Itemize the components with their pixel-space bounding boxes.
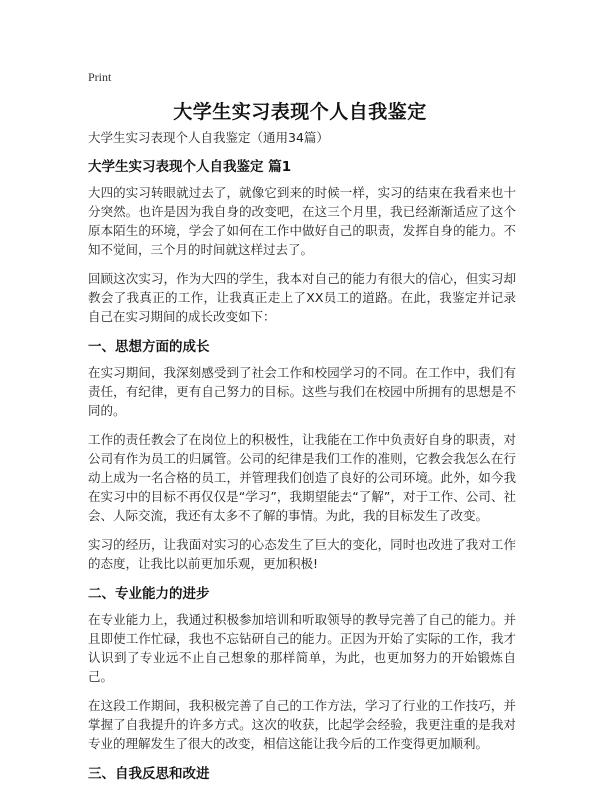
section-paragraph: 工作的责任教会了在岗位上的积极性，让我能在工作中负责好自身的职责，对公司有作为员工的归属管。公司的纪律是我们工作的准则，它教会我怎么在行动上成为一名合格的员工，并管理我们创造了良好的公司环境。此外，如今我在实习中的目标不再仅仅是“学习”，我期望能去“了解”，对于工作、公司、社会、人际交流，我还有太多不了解的事情。为此，我的目标发生了改变。 bbox=[88, 432, 516, 523]
section-paragraph: 在专业能力上，我通过积极参加培训和听取领导的教导完善了自己的能力。并且即使工作忙碌，我也不忘钻研自己的能力。正因为开始了实际的工作，我才认识到了专业远不止自己想象的那样简单，为此，也更加努力的开始锻炼自己。 bbox=[88, 612, 516, 684]
document-subtitle: 大学生实习表现个人自我鉴定（通用34篇） bbox=[88, 130, 329, 145]
document-title: 大学生实习表现个人自我鉴定 bbox=[173, 101, 427, 123]
section-heading-professional: 二、专业能力的进步 bbox=[88, 586, 210, 602]
section-paragraph: 在这段工作期间，我积极完善了自己的工作方法，学习了行业的工作技巧，并掌握了自我提升的许多方式。这次的收获，比起学会经验，我更注重的是我对专业的理解发生了很大的改变，相信这能让我今后的工作变得更加顺利。 bbox=[88, 698, 516, 751]
article-heading: 大学生实习表现个人自我鉴定 篇1 bbox=[88, 159, 292, 175]
print-label[interactable]: Print bbox=[88, 70, 112, 84]
section-heading-thinking: 一、思想方面的成长 bbox=[88, 339, 210, 355]
document-body bbox=[88, 128, 516, 790]
section-paragraph: 在实习期间，我深刻感受到了社会工作和校园学习的不同。在工作中，我们有责任，有纪律，更有自己努力的目标。这些与我们在校园中所拥有的思想是不同的。 bbox=[88, 365, 516, 418]
section-paragraph: 实习的经历，让我面对实习的心态发生了巨大的变化，同时也改进了我对工作的态度，让我比以前更加乐观，更加积极! bbox=[88, 537, 516, 571]
intro-paragraph: 大四的实习转眼就过去了，就像它到来的时候一样，实习的结束在我看来也十分突然。也许是因为我自身的改变吧，在这三个月里，我已经渐渐适应了这个原本陌生的环境，学会了如何在工作中做好自己的职责，发挥自身的能力。不知不觉间，三个月的时间就这样过去了。 bbox=[88, 185, 516, 257]
intro-paragraph: 回顾这次实习，作为大四的学生，我本对自己的能力有很大的信心，但实习却教会了我真正的工作，让我真正走上了XX员工的道路。在此，我鉴定并记录自己在实习期间的成长改变如下： bbox=[88, 271, 516, 324]
section-heading-reflection: 三、自我反思和改进 bbox=[88, 766, 210, 782]
